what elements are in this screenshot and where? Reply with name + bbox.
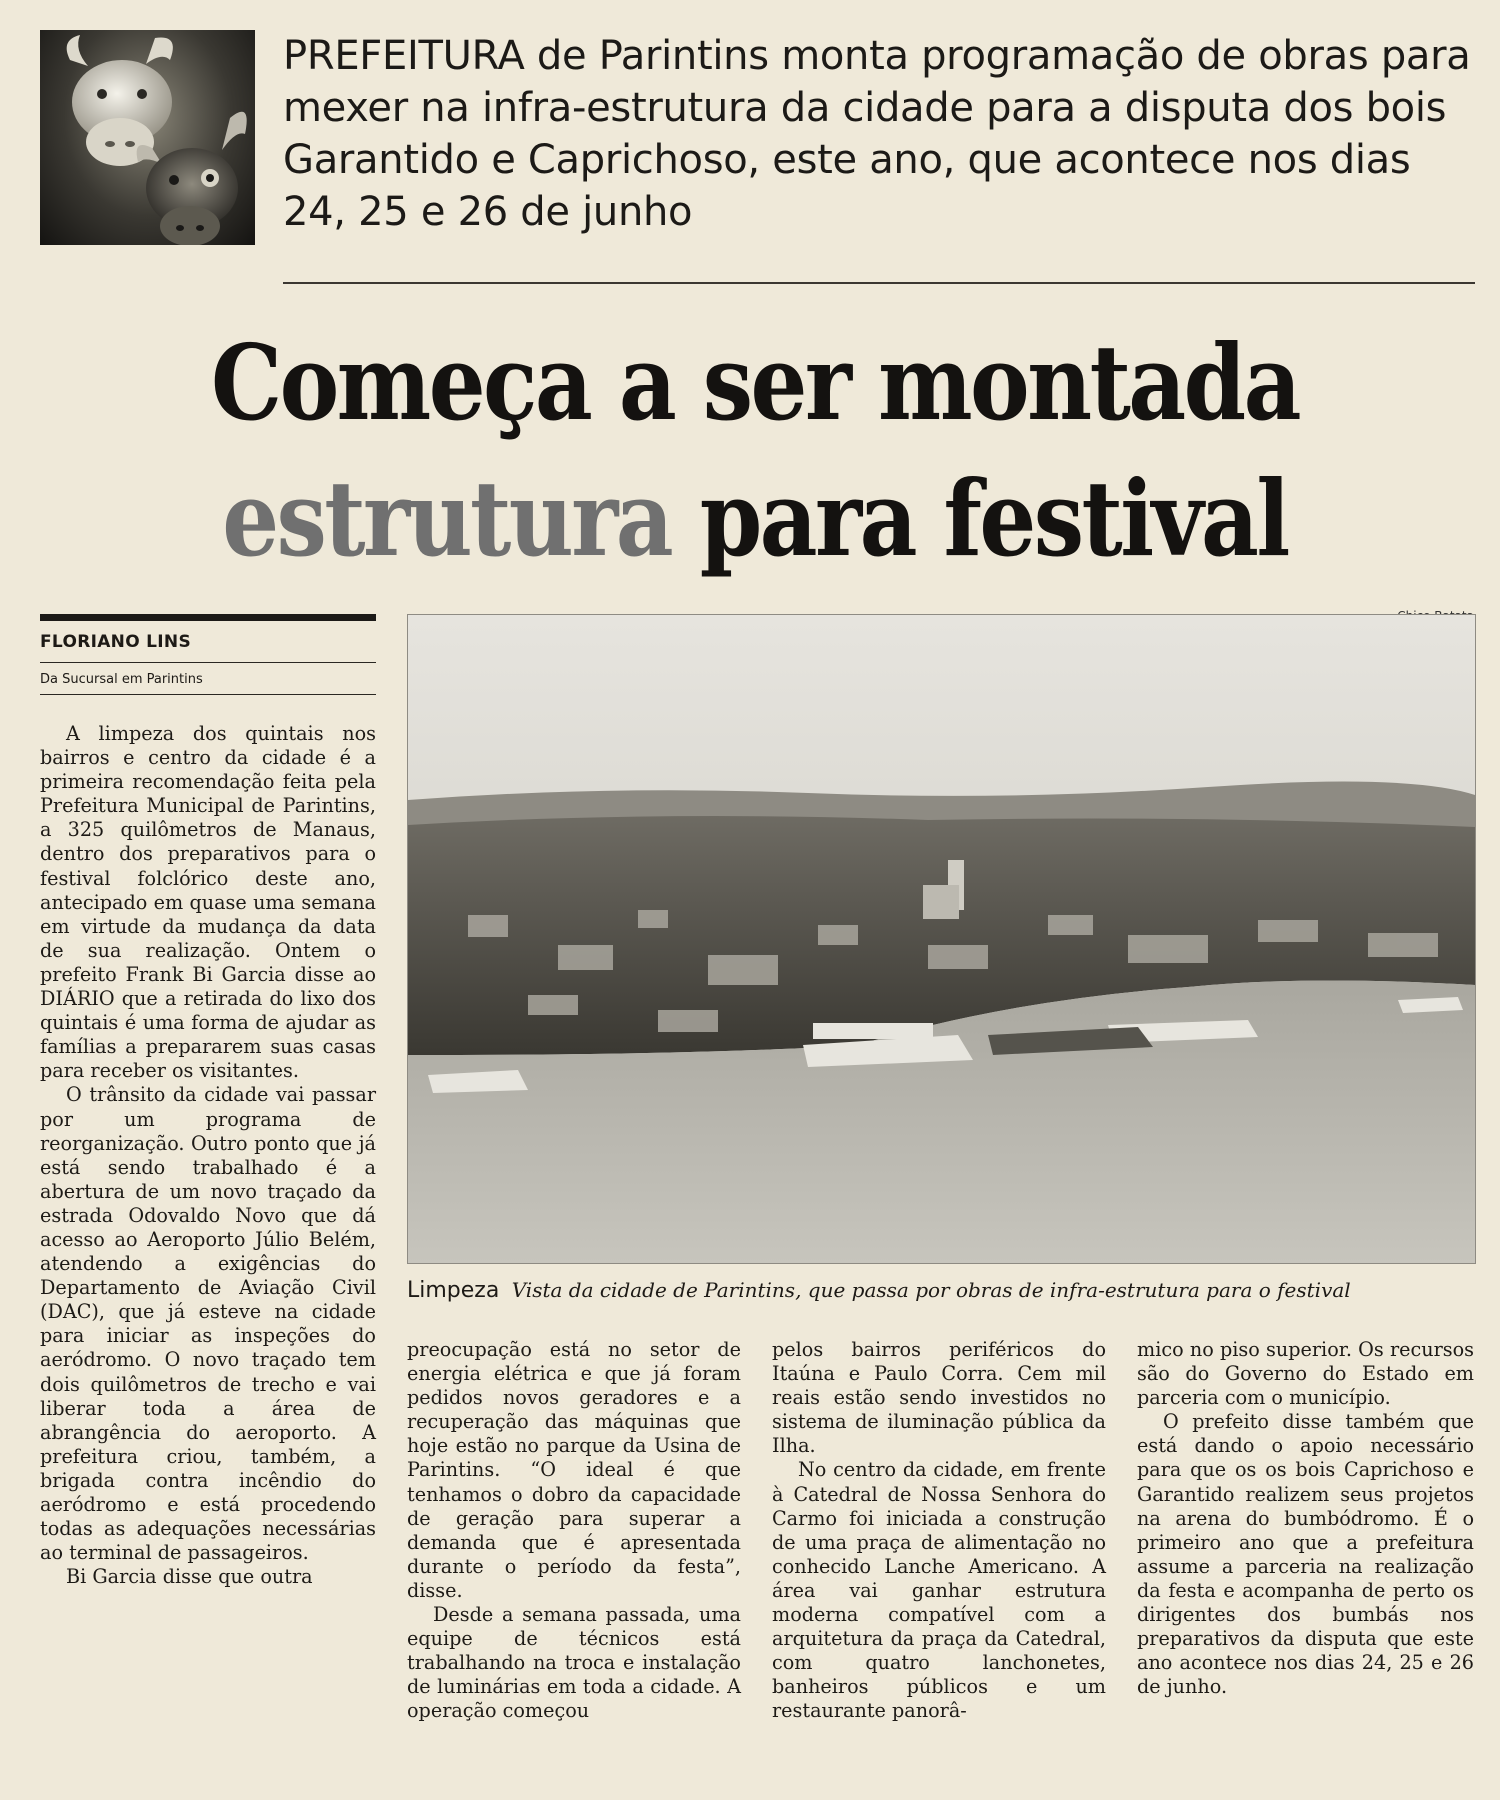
paragraph: A limpeza dos quintais nos bairros e centro da cidade é a primeira recomendação feita pela Prefeitura Municipal de Parintins, a 325 quilômetros de Manaus, dentro dos preparativos para o festival folclórico deste ano, antecipado em quase uma semana em virtude da mudança da data de sua realização. Ontem o prefeito Frank Bi Garcia disse ao DIÁRIO que a retirada do lixo dos quintais é uma forma de ajudar as famílias a prepararem suas casas para receber os visitantes. [40, 722, 376, 1083]
headline-line-1: Começa a ser montada [210, 321, 1300, 444]
article-column-2 [407, 1338, 741, 1724]
paragraph: No centro da cidade, em frente à Catedral de Nossa Senhora do Carmo foi iniciada a construção de uma praça de alimentação no conhecido Lanche Americano. A área vai ganhar estrutura moderna compatível com a arquitetura da praça da Catedral, com quatro lanchonetes, banheiros públicos e um restaurante panorâ- [772, 1458, 1106, 1723]
caption-text: Vista da cidade de Parintins, que passa por obras de infra-estrutura para o festival [511, 1278, 1351, 1302]
paragraph: O trânsito da cidade vai passar por um programa de reorganização. Outro ponto que já está sendo trabalhado é a abertura de um novo traçado da estrada Odovaldo Novo que dá acesso ao Aeroporto Júlio Belém, atendendo a exigências do Departamento de Aviação Civil (DAC), que já esteve na cidade para iniciar as inspeções do aeródromo. O novo traçado tem dois quilômetros de trecho e vai liberar toda a área de abrangência do aeroporto. A prefeitura criou, também, a brigada contra incêndio do aeródromo e está procedendo todas as adequações necessárias ao terminal de passageiros. [40, 1083, 376, 1565]
city-aerial-photo [407, 614, 1476, 1264]
byline-author: FLORIANO LINS [40, 632, 191, 652]
bull-heads-image [40, 30, 255, 245]
paragraph: preocupação está no setor de energia elétrica e que já foram pedidos novos geradores e a recuperação das máquinas que hoje estão no parque da Usina de Parintins. “O ideal é que tenhamos o dobro da capacidade de geração para superar a demanda que é apresentada durante o período da festa”, disse. [407, 1338, 741, 1602]
headline-grey-word: estrutura [222, 457, 672, 580]
byline-bottom-rule [40, 694, 376, 695]
byline-divider [40, 662, 376, 663]
paragraph: O prefeito disse também que está dando o apoio necessário para que os os bois Caprichoso e Garantido realizem seus projetos na arena do bumbódromo. É o primeiro ano que a prefeitura assume a parceria na realização da festa e acompanha de perto os dirigentes dos bumbás nos preparativos da disputa que este ano acontece nos dias 24, 25 e 26 de junho. [1137, 1410, 1474, 1699]
paragraph: Bi Garcia disse que outra [66, 1565, 313, 1589]
headline [132, 315, 1379, 587]
paragraph: pelos bairros periféricos do Itaúna e Paulo Corra. Cem mil reais estão sendo investidos no sistema de iluminação pública da Ilha. [772, 1338, 1106, 1458]
byline-top-rule [40, 614, 376, 621]
paragraph: Desde a semana passada, uma equipe de técnicos está trabalhando na troca e instalação de luminárias em toda a cidade. A operação começou [407, 1603, 741, 1723]
deck-divider [283, 282, 1475, 284]
photo-caption [407, 1278, 1477, 1303]
article-column-3 [772, 1338, 1106, 1724]
article-column-1 [40, 722, 376, 1589]
headline-dark-words: para festival [699, 457, 1288, 580]
deck-summary: PREFEITURA de Parintins monta programação de obras para mexer na infra-estrutura da cidade para a disputa dos bois Garantido e Caprichoso, este ano, que acontece nos dias 24, 25 e 26 de junho [283, 33, 1471, 235]
caption-label: Limpeza [407, 1278, 500, 1303]
aerial-view-icon [408, 615, 1475, 1263]
article-column-4 [1137, 1338, 1474, 1699]
paragraph: mico no piso superior. Os recursos são do Governo do Estado em parceria com o município. [1137, 1338, 1474, 1410]
headline-line-2 [132, 451, 1379, 587]
byline-source: Da Sucursal em Parintins [40, 672, 203, 687]
bull-heads-icon [40, 30, 255, 245]
